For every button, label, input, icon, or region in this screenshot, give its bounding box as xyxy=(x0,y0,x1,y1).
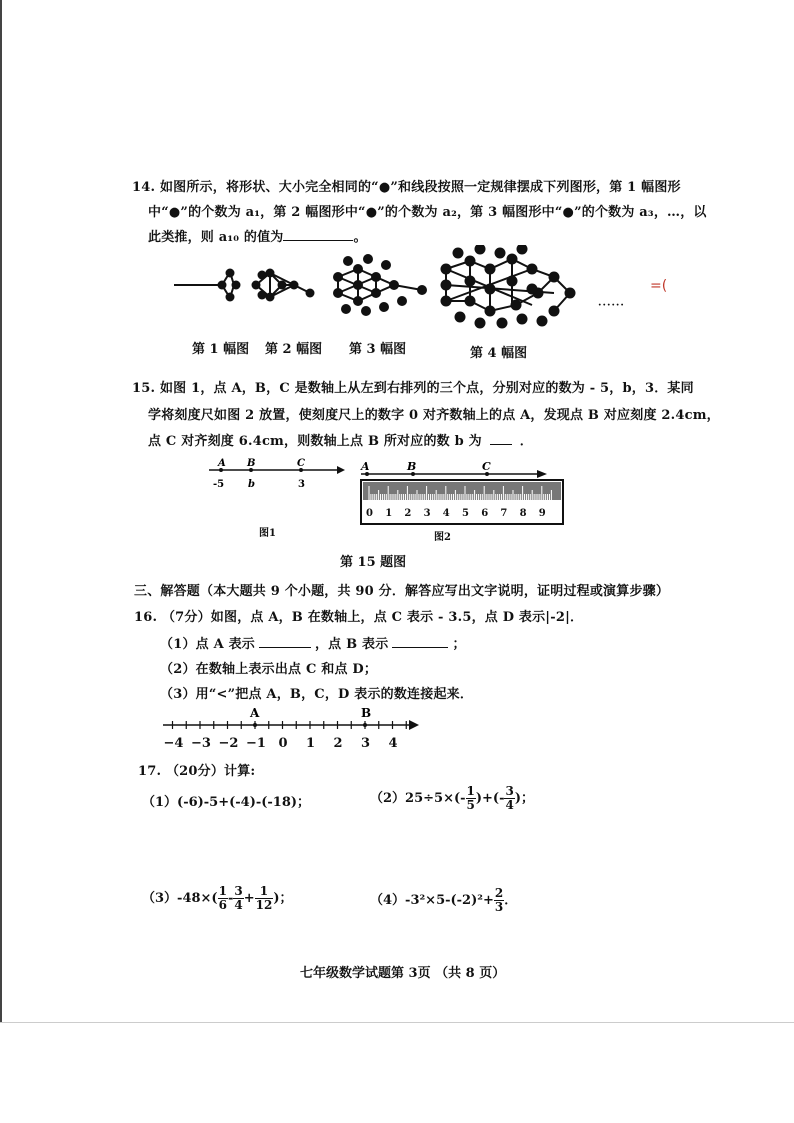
page-footer: 七年级数学试题第 3页 （共 8 页） xyxy=(300,966,506,981)
q14-caption-1: 第 1 幅图 xyxy=(192,342,250,357)
ruler-number: 2 xyxy=(404,508,412,519)
q14-line-3-text: 此类推，则 a₁₀ 的值为 xyxy=(148,230,284,245)
q16-part-2: （2）在数轴上表示出点 C 和点 D； xyxy=(160,662,378,677)
q17-expr-3: （3）-48×( $\frac{1}{6}$ - $\frac{3}{4}$ + $\frac{1}{12}$ )； xyxy=(142,884,293,912)
q14-caption-3: 第 3 幅图 xyxy=(349,342,407,357)
axis-tick-label: −4 xyxy=(163,736,184,751)
q14-caption-2: 第 2 幅图 xyxy=(265,342,323,357)
q15-line-1: 15. 如图 1，点 A，B，C 是数轴上从左到右排列的三个点，分别对应的数为 - 5，b，3．某同 xyxy=(132,381,694,396)
q16-p1-a: （1）点 A 表示 xyxy=(160,637,255,652)
q17-e4-frac: $\frac{2}{3}$ xyxy=(494,886,504,914)
q15-fig2-caption: 图2 xyxy=(434,532,451,543)
q17-e2-frac-1: $\frac{1}{5}$ xyxy=(466,784,475,812)
q15-figure-caption: 第 15 题图 xyxy=(340,555,407,570)
q16-part-3: （3）用“<”把点 A，B，C，D 表示的数连接起来． xyxy=(160,687,474,702)
q17-e3-frac-2: $\frac{3}{4}$ xyxy=(234,884,243,912)
q16-part-1 xyxy=(160,633,466,652)
q15-figure-2 xyxy=(357,460,567,528)
q17-e3-frac-1: $\frac{1}{6}$ xyxy=(218,884,227,912)
ruler-number: 6 xyxy=(481,508,489,519)
scan-bottom-edge xyxy=(0,1022,794,1023)
axis-tick-label: 2 xyxy=(333,736,343,751)
ruler-number: 3 xyxy=(423,508,431,519)
q16-point-a-label: A xyxy=(250,706,260,720)
fig2-point-b: B xyxy=(407,460,417,473)
q14-caption-4: 第 4 幅图 xyxy=(470,346,528,361)
q17-stem: 17. （20分）计算: xyxy=(138,764,256,779)
q17-expr-4: （4）-3²×5-(-2)²+ $\frac{2}{3}$ ． xyxy=(370,886,518,914)
q16-number-line xyxy=(155,703,425,751)
ruler-number: 8 xyxy=(519,508,527,519)
ruler-number: 0 xyxy=(366,508,373,519)
q15-line-3-end: ． xyxy=(519,434,533,449)
q14-handwriting: =( xyxy=(650,278,668,294)
q14-line-3 xyxy=(148,226,367,245)
fig2-point-c: C xyxy=(482,460,491,473)
fig1-value-a: -5 xyxy=(213,479,225,490)
q15-line-2: 学将刻度尺如图 2 放置，使刻度尺上的数字 0 对齐数轴上的点 A，发现点 B 对应刻度 2.4cm， xyxy=(148,408,720,423)
q16-point-a xyxy=(253,723,257,727)
q16-p1-b: ，点 B 表示 xyxy=(314,637,389,652)
axis-tick-label: −2 xyxy=(218,736,239,751)
q16-point-b xyxy=(363,723,367,727)
q15-line-3-text: 点 C 对齐刻度 6.4cm，则数轴上点 B 所对应的数 b 为 xyxy=(148,434,482,449)
q17-expr-2: （2）25÷5×(- $\frac{1}{5}$ )+(- $\frac{3}{4}$ )； xyxy=(370,784,534,812)
q15-line-3 xyxy=(148,430,533,449)
scan-left-edge xyxy=(0,0,2,1022)
ruler-number: 9 xyxy=(538,508,546,519)
ruler-number: 4 xyxy=(442,508,450,519)
ruler-number: 5 xyxy=(462,508,469,519)
q14-line-3-end: 。 xyxy=(353,230,367,245)
q14-line-2: 中“●”的个数为 a₁，第 2 幅图形中“●”的个数为 a₂，第 3 幅图形中“●”的个数为 a₃，…，以 xyxy=(148,205,707,220)
axis-tick-label: 3 xyxy=(361,736,371,751)
axis-tick-label: 4 xyxy=(388,736,398,751)
q17-expr-1: （1）(-6)-5+(-4)-(-18)； xyxy=(142,795,311,810)
q16-stem: 16. （7分）如图，点 A，B 在数轴上，点 C 表示 - 3.5，点 D 表示|-2|． xyxy=(134,610,584,625)
fig2-point-a: A xyxy=(361,460,370,473)
fig1-point-c: C xyxy=(297,458,305,469)
fig1-value-b: b xyxy=(248,479,255,490)
q14-figures xyxy=(170,245,650,335)
fig1-value-c: 3 xyxy=(298,479,305,490)
axis-tick-label: 1 xyxy=(306,736,316,751)
q14-line-1: 14. 如图所示，将形状、大小完全相同的“●”和线段按照一定规律摆成下列图形，第 1 幅图形 xyxy=(132,180,681,195)
q17-e2-frac-2: $\frac{3}{4}$ xyxy=(505,784,514,812)
axis-tick-label: −3 xyxy=(191,736,211,751)
q15-answer-blank[interactable] xyxy=(490,432,512,445)
axis-tick-label: −1 xyxy=(246,736,266,751)
q16-p1-c: ； xyxy=(452,637,466,652)
ruler-number: 1 xyxy=(385,508,393,519)
q16-blank-a[interactable] xyxy=(259,635,311,648)
q15-figure-1 xyxy=(205,458,345,494)
fig1-point-b: B xyxy=(247,458,256,469)
q14-answer-blank[interactable] xyxy=(283,228,353,241)
q16-point-b-label: B xyxy=(361,706,372,720)
q16-blank-b[interactable] xyxy=(392,635,448,648)
fig1-point-a: A xyxy=(218,458,226,469)
section-3-header: 三、解答题（本大题共 9 个小题，共 90 分．解答应写出文字说明，证明过程或演算步骤） xyxy=(134,584,670,599)
ruler-number: 7 xyxy=(500,508,508,519)
q15-fig1-caption: 图1 xyxy=(259,528,276,539)
axis-tick-label: 0 xyxy=(278,736,288,751)
q17-e3-frac-3: $\frac{1}{12}$ xyxy=(255,884,273,912)
q14-ellipsis: ······ xyxy=(598,300,625,311)
